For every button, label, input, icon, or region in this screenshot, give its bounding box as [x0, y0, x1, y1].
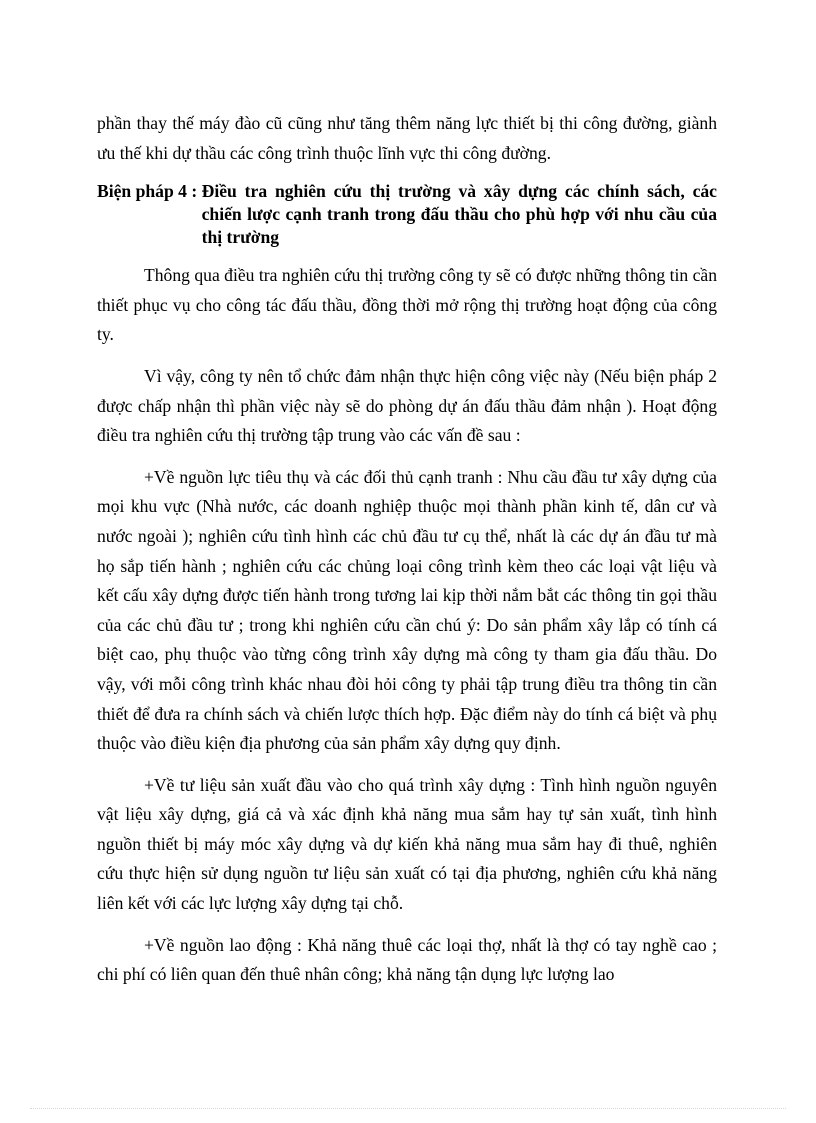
page-bottom-divider [30, 1108, 786, 1109]
heading-text: Điều tra nghiên cứu thị trường và xây dựng các chính sách, các chiến lược cạnh tranh trong đấu thầu cho phù hợp với nhu cầu của thị trường [201, 181, 717, 248]
paragraph-labor: +Về nguồn lao động : Khả năng thuê các loại thợ, nhất là thợ có tay nghề cao ; chi phí có liên quan đến thuê nhân công; khả năng tận dụng lực lượng lao [97, 934, 717, 985]
paragraph-consumption-competitors: +Về nguồn lực tiêu thụ và các đối thủ cạnh tranh : Nhu cầu đầu tư xây dựng của mọi khu vực (Nhà nước, các doanh nghiệp thuộc mọi thành phần kinh tế, dân cư và nước ngoài ); nghiên cứu tình hình các chủ đầu tư cụ thể, nhất là các dự án đầu tư mà họ sắp tiến hành ; nghiên cứu các chủng loại công trình kèm theo các loại vật liệu và kết cấu xây dựng được tiến hành trong tương lai kịp thời nắm bắt các thông tin gọi thầu của các chủ đầu tư ; trong khi nghiên cứu cần chú ý: Do sản phẩm xây lắp có tính cá biệt cao, phụ thuộc vào từng công trình xây dựng mà công ty tham gia đấu thầu. Do vậy, với mỗi công trình khác nhau đòi hỏi công ty phải tập trung điều tra thông tin cần thiết để đưa ra chính sách và chiến lược thích hợp. Đặc điểm này do tính cá biệt và phụ thuộc vào điều kiện địa phương của sản phẩm xây dựng quy định. [97, 466, 717, 754]
paragraph-intro: Thông qua điều tra nghiên cứu thị trường công ty sẽ có được những thông tin cần thiết phục vụ cho công tác đấu thầu, đồng thời mở rộng thị trường hoạt động của công ty. [97, 265, 717, 345]
paragraph-continuation: phần thay thế máy đào cũ cũng như tăng thêm năng lực thiết bị thi công đường, giành ưu thế khi dự thầu các công trình thuộc lĩnh vực thi công đường. [97, 113, 717, 163]
heading-label: Biện pháp 4 : [97, 181, 202, 202]
section-heading [97, 180, 717, 249]
document-body [97, 109, 717, 1002]
paragraph-organization: Vì vậy, công ty nên tổ chức đảm nhận thực hiện công việc này (Nếu biện pháp 2 được chấp nhận thì phần việc này sẽ do phòng dự án đấu thầu đảm nhận ). Hoạt động điều tra nghiên cứu thị trường tập trung vào các vấn đề sau : [97, 365, 717, 446]
paragraph-production-inputs: +Về tư liệu sản xuất đầu vào cho quá trình xây dựng : Tình hình nguồn nguyên vật liệu xây dựng, giá cả và xác định khả năng mua sắm hay tự sản xuất, tình hình nguồn thiết bị máy móc xây dựng và dự kiến khả năng mua sắm hay đi thuê, nghiên cứu thực hiện sử dụng nguồn tư liệu sản xuất có tại địa phương, nghiên cứu khả năng liên kết với các lực lượng xây dựng tại chỗ. [97, 774, 717, 914]
